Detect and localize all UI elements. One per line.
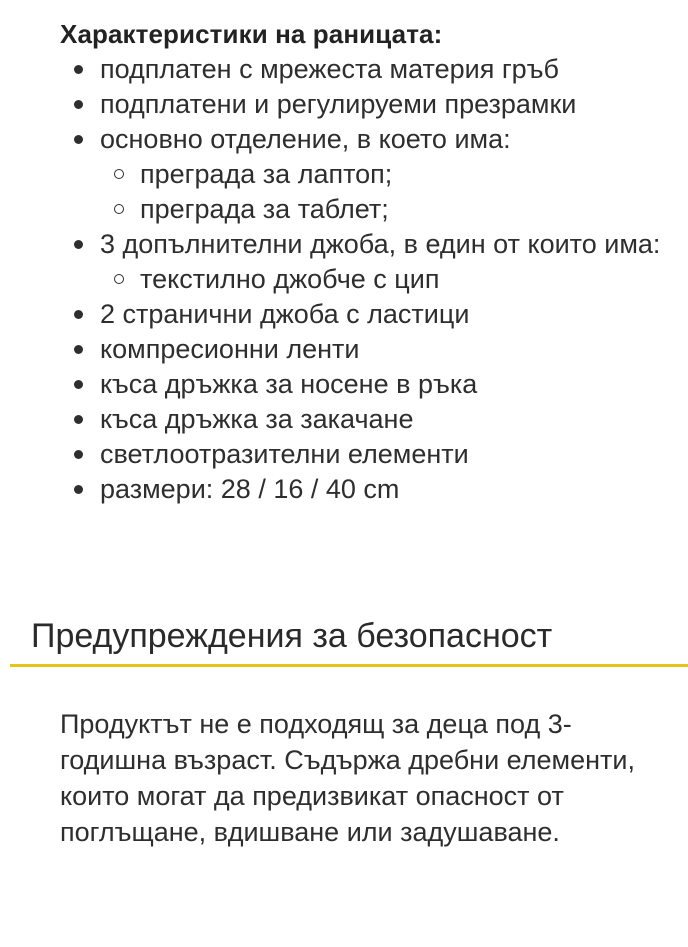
features-section [60, 16, 680, 507]
feature-subitem-text: преграда за лаптоп; [140, 159, 393, 189]
feature-item [60, 52, 680, 87]
feature-item-text: подплатен с мрежеста материя гръб [100, 54, 560, 84]
feature-item [60, 472, 680, 507]
feature-item-text: светлоотразителни елементи [100, 439, 469, 469]
feature-item [60, 332, 680, 367]
bullet-dot-icon [74, 485, 83, 494]
bullet-dot-icon [74, 415, 83, 424]
feature-item [60, 122, 680, 227]
bullet-dot-icon [74, 450, 83, 459]
feature-item-text: основно отделение, в което има: [100, 124, 511, 154]
features-heading: Характеристики на раницата: [60, 19, 443, 49]
feature-subitem-text: текстилно джобче с цип [140, 264, 440, 294]
safety-warnings-text: Продуктът не е подходящ за деца под 3-годишна възраст. Съдържа дребни елементи, които могат да предизвикат опасност от поглъщане, вдишване или задушаване. [60, 709, 635, 847]
bullet-dot-icon [74, 100, 83, 109]
feature-item [60, 437, 680, 472]
feature-item-text: подплатени и регулируеми презрамки [100, 89, 577, 119]
bullet-dot-icon [74, 345, 83, 354]
safety-warnings-title: Предупреждения за безопасност [31, 617, 553, 655]
feature-item [60, 297, 680, 332]
bullet-dot-icon [74, 310, 83, 319]
bullet-circle-icon [114, 274, 124, 284]
safety-warnings-section [0, 612, 688, 847]
feature-item-text: компресионни ленти [100, 334, 360, 364]
feature-subitem [100, 262, 680, 297]
feature-subitem-text: преграда за таблет; [140, 194, 389, 224]
feature-item [60, 367, 680, 402]
bullet-dot-icon [74, 65, 83, 74]
features-list [60, 52, 680, 507]
feature-sublist [100, 262, 680, 297]
feature-item [60, 227, 680, 297]
bullet-circle-icon [114, 204, 124, 214]
feature-item-text: 3 допълнителни джоба, в един от които има: [100, 229, 661, 259]
feature-item [60, 402, 680, 437]
section-divider [10, 664, 688, 667]
bullet-dot-icon [74, 380, 83, 389]
bullet-dot-icon [74, 135, 83, 144]
feature-subitem [100, 192, 680, 227]
feature-item-text: 2 странични джоба с ластици [100, 299, 470, 329]
bullet-dot-icon [74, 240, 83, 249]
feature-item-text: къса дръжка за закачане [100, 404, 414, 434]
bullet-circle-icon [114, 169, 124, 179]
feature-item-text: къса дръжка за носене в ръка [100, 369, 478, 399]
feature-item-text: размери: 28 / 16 / 40 cm [100, 474, 400, 504]
feature-subitem [100, 157, 680, 192]
feature-item [60, 87, 680, 122]
feature-sublist [100, 157, 680, 227]
